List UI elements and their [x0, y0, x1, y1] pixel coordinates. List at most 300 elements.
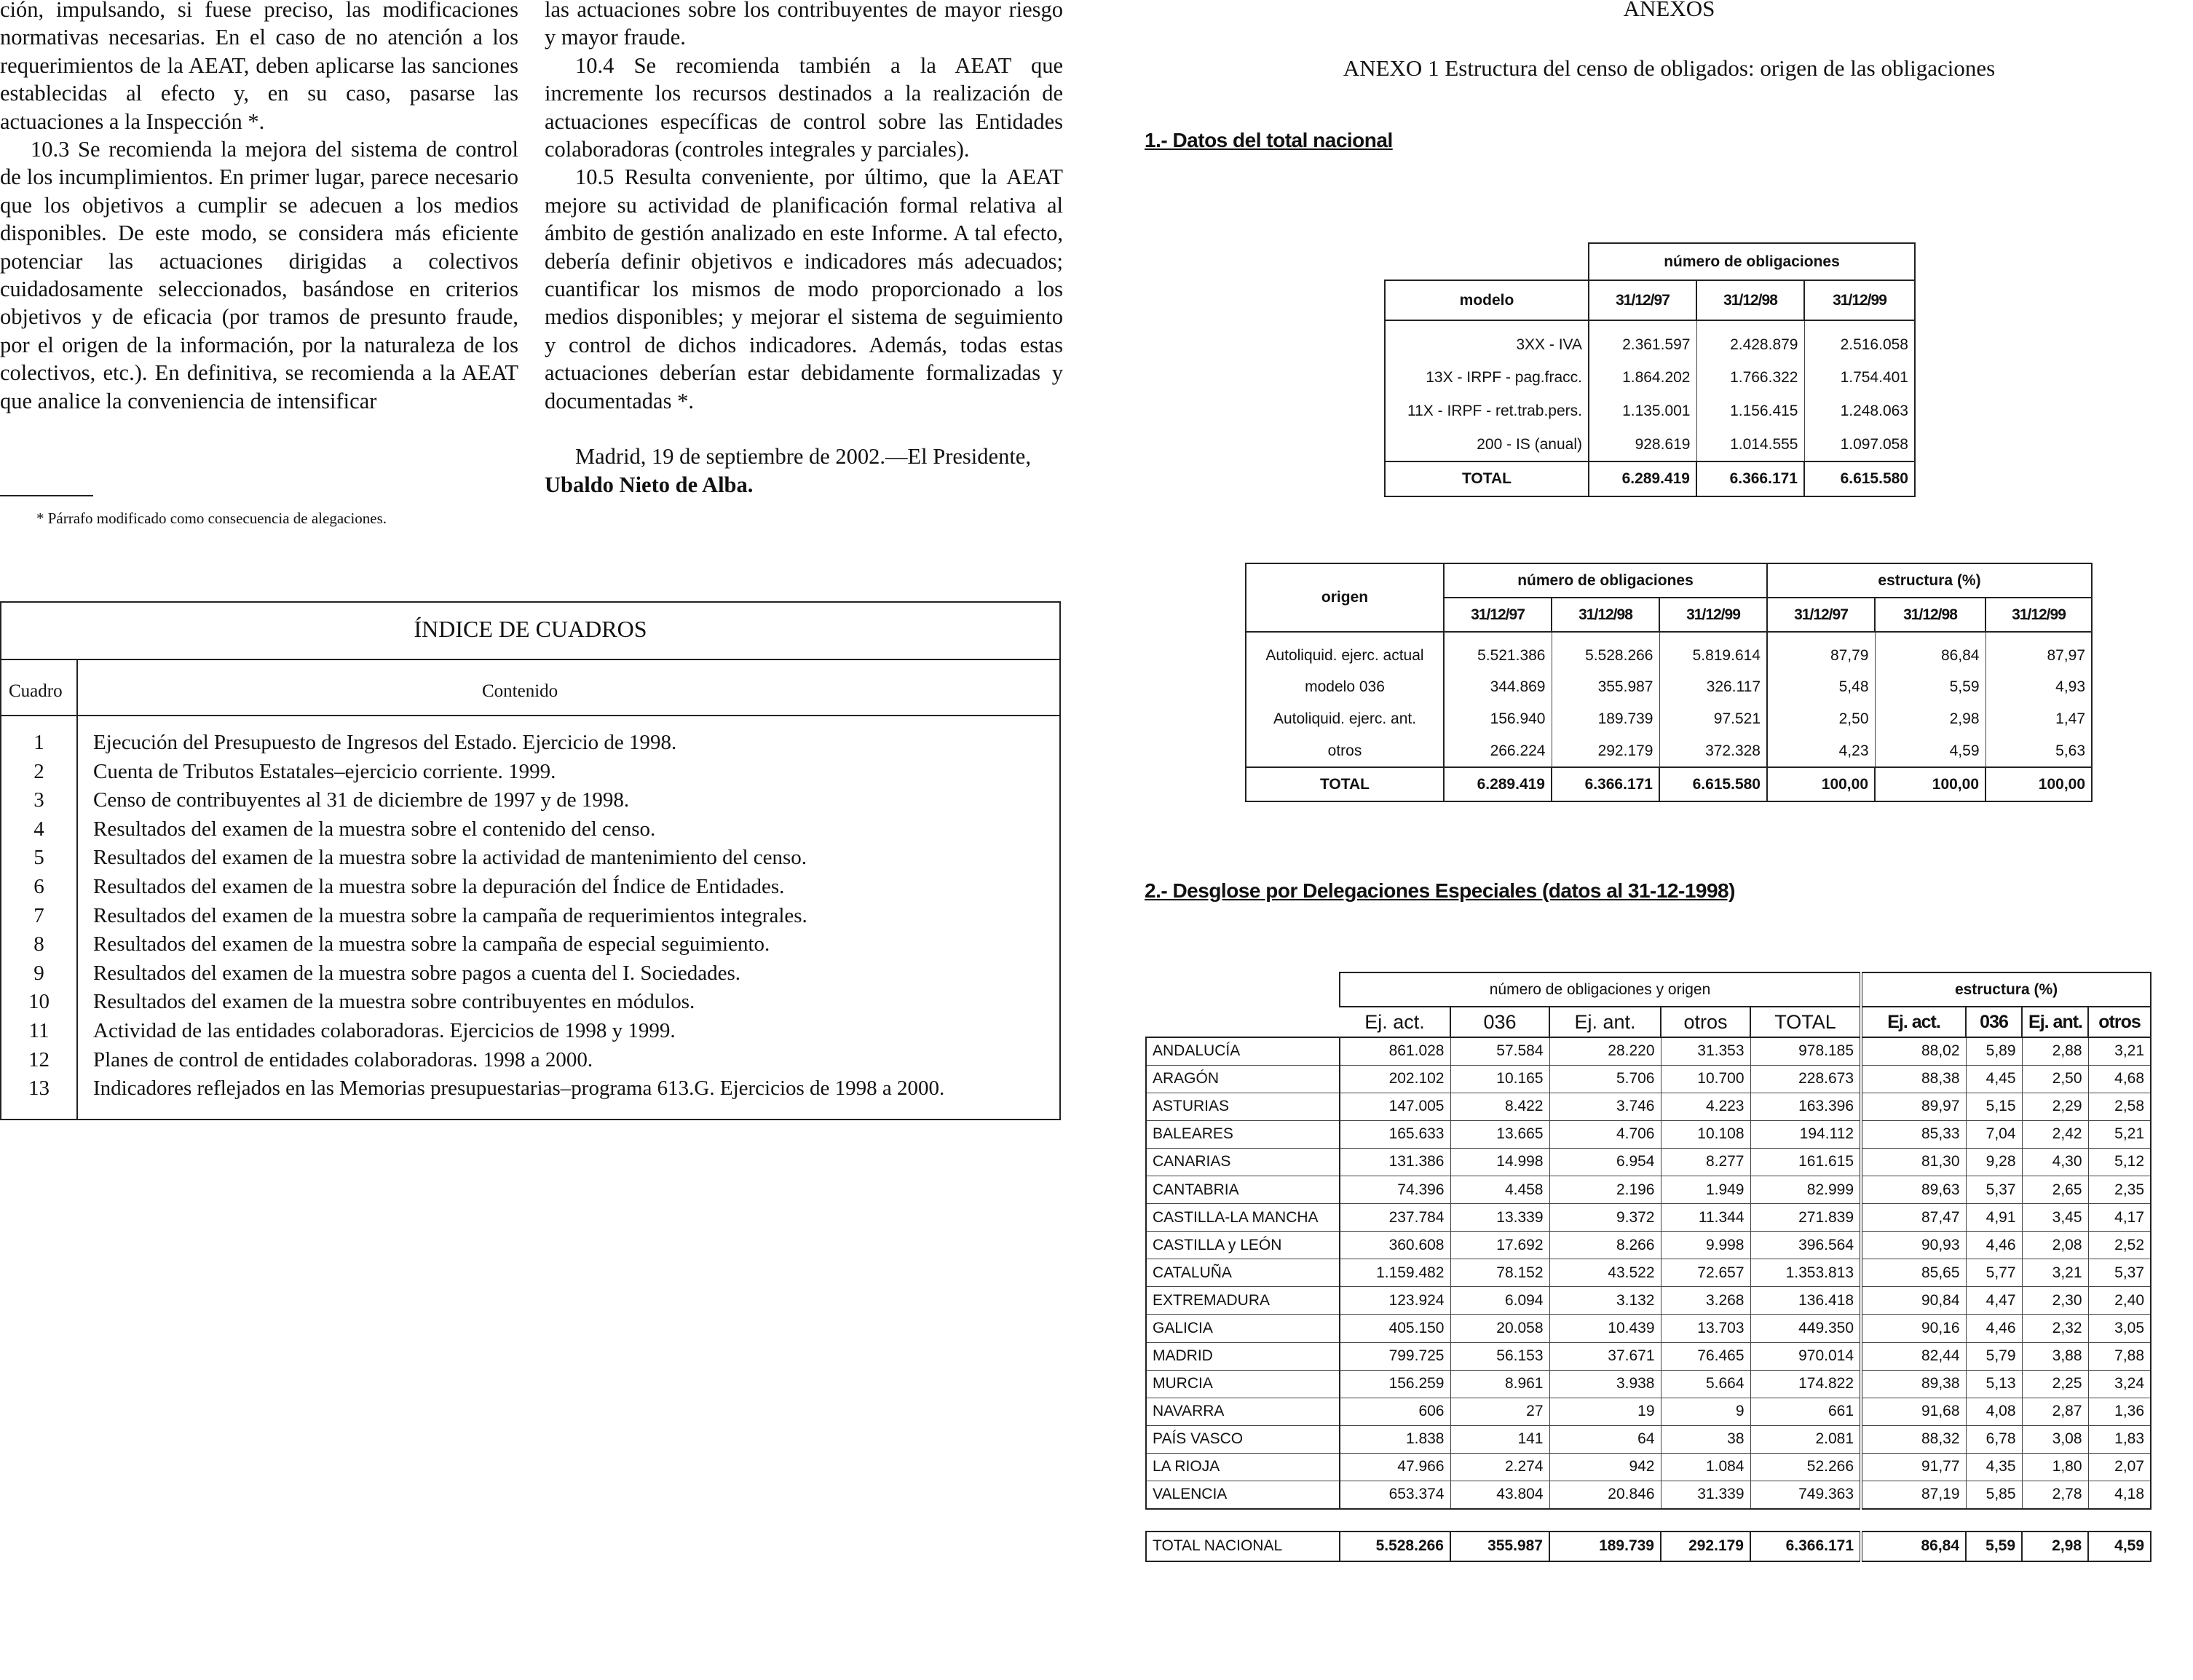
row-label: MURCIA — [1146, 1370, 1340, 1398]
table-row — [1146, 1065, 2151, 1093]
cell-value: 3,08 — [2022, 1425, 2088, 1453]
cell-value: 5,15 — [1966, 1093, 2022, 1120]
cell-value: 4,46 — [1966, 1232, 2022, 1259]
cell-value: 9,28 — [1966, 1148, 2022, 1176]
cell-value: 11.344 — [1661, 1204, 1750, 1232]
cell-value: 396.564 — [1750, 1232, 1861, 1259]
cell-value: 1.838 — [1340, 1425, 1450, 1453]
cell-value: 4,18 — [2088, 1481, 2151, 1509]
row-label: BALEARES — [1146, 1120, 1340, 1148]
table-total-by-origin — [1245, 563, 2093, 802]
group-header: número de obligaciones — [1589, 243, 1915, 280]
total-value: 6.366.171 — [1696, 461, 1804, 496]
cell-value: 156.940 — [1444, 703, 1552, 735]
table-row — [1246, 632, 2092, 671]
col-header: otros — [2088, 1007, 2151, 1037]
cell-value: 2,98 — [1875, 703, 1985, 735]
cell-value: 2,78 — [2022, 1481, 2088, 1509]
cell-value: 2,29 — [2022, 1093, 2088, 1120]
cell-value: 861.028 — [1340, 1037, 1450, 1065]
col-header: Ej. act. — [1861, 1007, 1966, 1037]
cell-value: 10.108 — [1661, 1120, 1750, 1148]
cell-value: 3.938 — [1549, 1370, 1661, 1398]
cell-value: 405.150 — [1340, 1315, 1450, 1342]
total-value: 100,00 — [1875, 767, 1985, 801]
row-label: CASTILLA-LA MANCHA — [1146, 1204, 1340, 1232]
cell-value: 85,65 — [1861, 1259, 1966, 1287]
cell-value: 606 — [1340, 1398, 1450, 1425]
cell-value: 5.664 — [1661, 1370, 1750, 1398]
cell-value: 2,52 — [2088, 1232, 2151, 1259]
cell-value: 14.998 — [1450, 1148, 1549, 1176]
col-date: 31/12/98 — [1875, 598, 1985, 632]
col-date: 31/12/98 — [1696, 280, 1804, 320]
cell-value: 2,25 — [2022, 1370, 2088, 1398]
cell-value: 85,33 — [1861, 1120, 1966, 1148]
row-label: Autoliquid. ejerc. ant. — [1246, 703, 1444, 735]
cell-value: 82,44 — [1861, 1342, 1966, 1370]
index-content: Censo de contribuyentes al 31 de diciembre de 1997 y de 1998. — [93, 788, 630, 812]
cell-value: 661 — [1750, 1398, 1861, 1425]
cell-value: 87,97 — [1985, 632, 2092, 671]
index-number: 9 — [33, 961, 44, 985]
cell-value: 2.428.879 — [1696, 320, 1804, 361]
cell-value: 1.864.202 — [1589, 361, 1696, 395]
index-number: 8 — [33, 932, 44, 956]
cell-value: 4.706 — [1549, 1120, 1661, 1148]
cell-value: 2,88 — [2022, 1037, 2088, 1065]
table-row — [1146, 1342, 2151, 1370]
cell-value: 88,02 — [1861, 1037, 1966, 1065]
cell-value: 5.528.266 — [1552, 632, 1659, 671]
total-value: 5.528.266 — [1340, 1532, 1450, 1561]
divider — [1, 715, 1059, 716]
cell-value: 9 — [1661, 1398, 1750, 1425]
cell-value: 90,84 — [1861, 1287, 1966, 1315]
index-content: Resultados del examen de la muestra sobre la actividad de mantenimiento del censo. — [93, 846, 807, 870]
table-row — [1385, 320, 1915, 361]
cell-value: 5,13 — [1966, 1370, 2022, 1398]
cell-value: 1.156.415 — [1696, 395, 1804, 428]
cell-value: 4,23 — [1767, 735, 1875, 767]
total-value: 6.615.580 — [1659, 767, 1767, 801]
cell-value: 3,45 — [2022, 1204, 2088, 1232]
total-label: TOTAL — [1385, 461, 1589, 496]
row-label: 200 - IS (anual) — [1385, 428, 1589, 461]
cell-value: 13.665 — [1450, 1120, 1549, 1148]
col-header: 036 — [1966, 1007, 2022, 1037]
index-number: 11 — [28, 1019, 50, 1042]
section-2-heading: 2.- Desglose por Delegaciones Especiales (datos al 31-12-1998) — [1145, 879, 1735, 902]
index-row — [1, 872, 1059, 901]
table-row — [1146, 1037, 2151, 1065]
cell-value: 653.374 — [1340, 1481, 1450, 1509]
signature-name: Ubaldo Nieto de Alba. — [545, 472, 754, 497]
col-date: 31/12/97 — [1444, 598, 1552, 632]
table-row — [1385, 361, 1915, 395]
cell-value: 8.961 — [1450, 1370, 1549, 1398]
total-value: 2,98 — [2022, 1532, 2088, 1561]
cell-value: 3.132 — [1549, 1287, 1661, 1315]
cell-value: 344.869 — [1444, 671, 1552, 703]
cell-value: 147.005 — [1340, 1093, 1450, 1120]
row-label: Autoliquid. ejerc. actual — [1246, 632, 1444, 671]
cell-value: 1.014.555 — [1696, 428, 1804, 461]
index-number: 5 — [33, 846, 44, 870]
cell-value: 57.584 — [1450, 1037, 1549, 1065]
cell-value: 87,47 — [1861, 1204, 1966, 1232]
cell-value: 5,37 — [2088, 1259, 2151, 1287]
cell-value: 43.804 — [1450, 1481, 1549, 1509]
cell-value: 13.339 — [1450, 1204, 1549, 1232]
cell-value: 5.521.386 — [1444, 632, 1552, 671]
cell-value: 2,50 — [2022, 1065, 2088, 1093]
footnote-rule — [0, 495, 93, 496]
cell-value: 1,47 — [1985, 703, 2092, 735]
cell-value: 2,87 — [2022, 1398, 2088, 1425]
cell-value: 5,37 — [1966, 1176, 2022, 1203]
cell-value: 2,50 — [1767, 703, 1875, 735]
col-header: Ej. ant. — [1549, 1007, 1661, 1037]
cell-value: 3,21 — [2022, 1259, 2088, 1287]
cell-value: 64 — [1549, 1425, 1661, 1453]
cell-value: 2,58 — [2088, 1093, 2151, 1120]
total-row — [1385, 461, 1915, 496]
cell-value: 123.924 — [1340, 1287, 1450, 1315]
index-col-contenido: Contenido — [482, 681, 558, 701]
cell-value: 2,30 — [2022, 1287, 2088, 1315]
group-header: número de obligaciones — [1444, 563, 1767, 598]
cell-value: 2.516.058 — [1804, 320, 1915, 361]
index-row — [1, 959, 1059, 988]
cell-value: 20.058 — [1450, 1315, 1549, 1342]
total-label: TOTAL NACIONAL — [1146, 1532, 1340, 1561]
total-value: 86,84 — [1861, 1532, 1966, 1561]
cell-value: 3.268 — [1661, 1287, 1750, 1315]
col-date: 31/12/97 — [1767, 598, 1875, 632]
index-number: 2 — [33, 759, 44, 783]
cell-value: 87,79 — [1767, 632, 1875, 671]
col-date: 31/12/99 — [1659, 598, 1767, 632]
paragraph-10-3: 10.3 Se recomienda la mejora del sistema de control de los incumplimientos. En primer lugar, parece necesario que los objetivos a cumplir se adecuen a los medios disponibles. De este modo, se considera más eficiente potenciar las actuaciones dirigidas a colectivos cuidadosamente seleccionados, basándose en criterios objetivos y de eficacia (por tramos de presunto fraude, por el origen de la información, por la naturaleza de los colectivos, etc.). En definitiva, se recomienda a la AEAT que analice la conveniencia de intensificar — [0, 137, 518, 413]
cell-value: 266.224 — [1444, 735, 1552, 767]
cell-value: 942 — [1549, 1453, 1661, 1481]
table-row — [1146, 1148, 2151, 1176]
cell-value: 978.185 — [1750, 1037, 1861, 1065]
cell-value: 9.372 — [1549, 1204, 1661, 1232]
cell-value: 749.363 — [1750, 1481, 1861, 1509]
divider — [1, 659, 1059, 660]
cell-value: 1.084 — [1661, 1453, 1750, 1481]
cell-value: 1.949 — [1661, 1176, 1750, 1203]
cell-value: 47.966 — [1340, 1453, 1450, 1481]
table-row — [1246, 671, 2092, 703]
table-row — [1385, 428, 1915, 461]
index-content: Actividad de las entidades colaboradoras. Ejercicios de 1998 y 1999. — [93, 1019, 676, 1042]
group-header: estructura (%) — [1861, 972, 2151, 1007]
table-row — [1146, 1453, 2151, 1481]
total-value: 100,00 — [1767, 767, 1875, 801]
cell-value: 131.386 — [1340, 1148, 1450, 1176]
index-content: Resultados del examen de la muestra sobre la campaña de requerimientos integrales. — [93, 903, 807, 927]
cell-value: 20.846 — [1549, 1481, 1661, 1509]
total-value: 189.739 — [1549, 1532, 1661, 1561]
row-label: GALICIA — [1146, 1315, 1340, 1342]
row-label: 3XX - IVA — [1385, 320, 1589, 361]
table-row — [1146, 1093, 2151, 1120]
cell-value: 10.700 — [1661, 1065, 1750, 1093]
table-row — [1246, 735, 2092, 767]
total-value: 6.615.580 — [1804, 461, 1915, 496]
table-row — [1146, 1120, 2151, 1148]
col-header: 036 — [1450, 1007, 1549, 1037]
cell-value: 52.266 — [1750, 1453, 1861, 1481]
row-label: PAÍS VASCO — [1146, 1425, 1340, 1453]
cell-value: 13.703 — [1661, 1315, 1750, 1342]
row-label: NAVARRA — [1146, 1398, 1340, 1425]
table-total-by-model — [1384, 242, 1916, 497]
row-label: EXTREMADURA — [1146, 1287, 1340, 1315]
cell-value: 4,35 — [1966, 1453, 2022, 1481]
table-by-delegation — [1145, 972, 2151, 1562]
cell-value: 2,32 — [2022, 1315, 2088, 1342]
table-row — [1146, 1398, 2151, 1425]
cell-value: 228.673 — [1750, 1065, 1861, 1093]
total-row — [1246, 767, 2092, 801]
cell-value: 4,47 — [1966, 1287, 2022, 1315]
cell-value: 8.277 — [1661, 1148, 1750, 1176]
cell-value: 1.135.001 — [1589, 395, 1696, 428]
cell-value: 1.248.063 — [1804, 395, 1915, 428]
row-label: CANARIAS — [1146, 1148, 1340, 1176]
index-row — [1, 901, 1059, 930]
spacer-cell — [1146, 1509, 2151, 1532]
total-value: 100,00 — [1985, 767, 2092, 801]
table-row — [1246, 703, 2092, 735]
index-row — [1, 1074, 1059, 1103]
cell-value: 1.766.322 — [1696, 361, 1804, 395]
col-date: 31/12/98 — [1552, 598, 1659, 632]
cell-value: 202.102 — [1340, 1065, 1450, 1093]
cell-value: 2,65 — [2022, 1176, 2088, 1203]
total-value: 4,59 — [2088, 1532, 2151, 1561]
cell-value: 31.353 — [1661, 1037, 1750, 1065]
cell-value: 88,38 — [1861, 1065, 1966, 1093]
index-number: 4 — [33, 817, 44, 841]
row-label: CANTABRIA — [1146, 1176, 1340, 1203]
cell-value: 237.784 — [1340, 1204, 1450, 1232]
index-number: 10 — [28, 990, 50, 1014]
index-row — [1, 728, 1059, 757]
spacer-row — [1146, 1509, 2151, 1532]
index-content: Resultados del examen de la muestra sobre contribuyentes en módulos. — [93, 990, 695, 1014]
cell-value: 1,83 — [2088, 1425, 2151, 1453]
cell-value: 928.619 — [1589, 428, 1696, 461]
cell-value: 1.754.401 — [1804, 361, 1915, 395]
cell-value: 3,21 — [2088, 1037, 2151, 1065]
empty-corner — [1146, 1007, 1340, 1037]
cell-value: 28.220 — [1549, 1037, 1661, 1065]
table-row — [1146, 1176, 2151, 1203]
cell-value: 7,04 — [1966, 1120, 2022, 1148]
cell-value: 8.422 — [1450, 1093, 1549, 1120]
cell-value: 78.152 — [1450, 1259, 1549, 1287]
cell-value: 4.458 — [1450, 1176, 1549, 1203]
col-header: Ej. ant. — [2022, 1007, 2088, 1037]
cell-value: 4,46 — [1966, 1315, 2022, 1342]
total-value: 6.366.171 — [1552, 767, 1659, 801]
empty-corner — [1146, 972, 1340, 1007]
col-modelo: modelo — [1385, 280, 1589, 320]
index-content: Resultados del examen de la muestra sobre el contenido del censo. — [93, 817, 656, 841]
index-row — [1, 930, 1059, 959]
cell-value: 90,16 — [1861, 1315, 1966, 1342]
col-header: Ej. act. — [1340, 1007, 1450, 1037]
cell-value: 91,68 — [1861, 1398, 1966, 1425]
cell-value: 5,48 — [1767, 671, 1875, 703]
cell-value: 8.266 — [1549, 1232, 1661, 1259]
index-content: Resultados del examen de la muestra sobre la campaña de especial seguimiento. — [93, 932, 770, 956]
table-row — [1146, 1481, 2151, 1509]
cell-value: 1,36 — [2088, 1398, 2151, 1425]
annex-title: ANEXO 1 Estructura del censo de obligados: origen de las obligaciones — [1343, 55, 1996, 81]
col-header: otros — [1661, 1007, 1750, 1037]
cell-value: 3,05 — [2088, 1315, 2151, 1342]
index-content: Planes de control de entidades colaboradoras. 1998 a 2000. — [93, 1047, 593, 1071]
cell-value: 360.608 — [1340, 1232, 1450, 1259]
table-row — [1385, 395, 1915, 428]
cell-value: 4,91 — [1966, 1204, 2022, 1232]
index-content: Ejecución del Presupuesto de Ingresos del Estado. Ejercicio de 1998. — [93, 731, 677, 754]
total-value: 5,59 — [1966, 1532, 2022, 1561]
total-value: 6.366.171 — [1750, 1532, 1861, 1561]
cell-value: 372.328 — [1659, 735, 1767, 767]
total-value: 292.179 — [1661, 1532, 1750, 1561]
cell-value: 19 — [1549, 1398, 1661, 1425]
section-1-heading: 1.- Datos del total nacional — [1145, 129, 1393, 151]
cell-value: 87,19 — [1861, 1481, 1966, 1509]
cell-value: 2,35 — [2088, 1176, 2151, 1203]
total-value: 355.987 — [1450, 1532, 1549, 1561]
row-label: VALENCIA — [1146, 1481, 1340, 1509]
table-row — [1146, 1259, 2151, 1287]
index-row — [1, 757, 1059, 786]
index-of-tables — [0, 601, 1061, 1120]
index-row — [1, 1045, 1059, 1074]
index-content: Indicadores reflejados en las Memorias presupuestarias–programa 613.G. Ejercicios de 1998 a 2000. — [93, 1077, 945, 1101]
row-label: CASTILLA y LEÓN — [1146, 1232, 1340, 1259]
index-row — [1, 785, 1059, 815]
table-row — [1146, 1232, 2151, 1259]
cell-value: 1.353.813 — [1750, 1259, 1861, 1287]
cell-value: 86,84 — [1875, 632, 1985, 671]
group-header: estructura (%) — [1767, 563, 2092, 598]
row-label: CATALUÑA — [1146, 1259, 1340, 1287]
index-row — [1, 987, 1059, 1016]
cell-value: 5,12 — [2088, 1148, 2151, 1176]
cell-value: 43.522 — [1549, 1259, 1661, 1287]
row-label: 11X - IRPF - ret.trab.pers. — [1385, 395, 1589, 428]
table-row — [1146, 1287, 2151, 1315]
cell-value: 10.165 — [1450, 1065, 1549, 1093]
col-date: 31/12/99 — [1985, 598, 2092, 632]
cell-value: 3,24 — [2088, 1370, 2151, 1398]
row-label: otros — [1246, 735, 1444, 767]
index-content: Cuenta de Tributos Estatales–ejercicio corriente. 1999. — [93, 759, 556, 783]
cell-value: 88,32 — [1861, 1425, 1966, 1453]
cell-value: 97.521 — [1659, 703, 1767, 735]
paragraph: las actuaciones sobre los contribuyentes de mayor riesgo y mayor fraude. — [545, 0, 1063, 50]
group-header: número de obligaciones y origen — [1340, 972, 1861, 1007]
index-col-cuadro: Cuadro — [9, 681, 63, 701]
cell-value: 5,59 — [1875, 671, 1985, 703]
cell-value: 81,30 — [1861, 1148, 1966, 1176]
cell-value: 1.097.058 — [1804, 428, 1915, 461]
cell-value: 165.633 — [1340, 1120, 1450, 1148]
cell-value: 970.014 — [1750, 1342, 1861, 1370]
left-text-column — [0, 0, 518, 415]
cell-value: 9.998 — [1661, 1232, 1750, 1259]
cell-value: 4,30 — [2022, 1148, 2088, 1176]
row-label: ARAGÓN — [1146, 1065, 1340, 1093]
annex-heading: ANEXOS — [1623, 0, 1715, 21]
paragraph: ción, impulsando, si fuese preciso, las modificaciones normativas necesarias. En el caso de no atención a los requerimientos de la AEAT, deben aplicarse las sanciones establecidas al efecto y, en su caso, pasarse las actuaciones a la Inspección *. — [0, 0, 518, 134]
cell-value: 6.094 — [1450, 1287, 1549, 1315]
cell-value: 449.350 — [1750, 1315, 1861, 1342]
cell-value: 3.746 — [1549, 1093, 1661, 1120]
cell-value: 82.999 — [1750, 1176, 1861, 1203]
cell-value: 5,21 — [2088, 1120, 2151, 1148]
cell-value: 89,97 — [1861, 1093, 1966, 1120]
index-row — [1, 1016, 1059, 1045]
index-row — [1, 843, 1059, 872]
cell-value: 4,17 — [2088, 1204, 2151, 1232]
cell-value: 7,88 — [2088, 1342, 2151, 1370]
signature-line: Madrid, 19 de septiembre de 2002.—El Presidente, — [575, 444, 1031, 469]
index-row — [1, 815, 1059, 844]
cell-value: 1,80 — [2022, 1453, 2088, 1481]
cell-value: 4,45 — [1966, 1065, 2022, 1093]
cell-value: 27 — [1450, 1398, 1549, 1425]
cell-value: 292.179 — [1552, 735, 1659, 767]
cell-value: 2.361.597 — [1589, 320, 1696, 361]
table-row — [1146, 1425, 2151, 1453]
cell-value: 89,63 — [1861, 1176, 1966, 1203]
cell-value: 5,63 — [1985, 735, 2092, 767]
cell-value: 17.692 — [1450, 1232, 1549, 1259]
index-title: ÍNDICE DE CUADROS — [414, 616, 647, 642]
cell-value: 5,77 — [1966, 1259, 2022, 1287]
row-label: MADRID — [1146, 1342, 1340, 1370]
cell-value: 56.153 — [1450, 1342, 1549, 1370]
row-label: LA RIOJA — [1146, 1453, 1340, 1481]
cell-value: 163.396 — [1750, 1093, 1861, 1120]
cell-value: 2,07 — [2088, 1453, 2151, 1481]
table-row — [1146, 1315, 2151, 1342]
cell-value: 5.819.614 — [1659, 632, 1767, 671]
cell-value: 355.987 — [1552, 671, 1659, 703]
cell-value: 2,42 — [2022, 1120, 2088, 1148]
row-label: ASTURIAS — [1146, 1093, 1340, 1120]
paragraph-10-4: 10.4 Se recomienda también a la AEAT que incremente los recursos destinados a la realización de actuaciones específicas de control sobre las Entidades colaboradoras (controles integrales y parciales). — [545, 52, 1063, 162]
footnote: * Párrafo modificado como consecuencia de alegaciones. — [36, 510, 387, 527]
cell-value: 174.822 — [1750, 1370, 1861, 1398]
table-row — [1146, 1204, 2151, 1232]
cell-value: 4,08 — [1966, 1398, 2022, 1425]
cell-value: 89,38 — [1861, 1370, 1966, 1398]
cell-value: 90,93 — [1861, 1232, 1966, 1259]
col-date: 31/12/97 — [1589, 280, 1696, 320]
